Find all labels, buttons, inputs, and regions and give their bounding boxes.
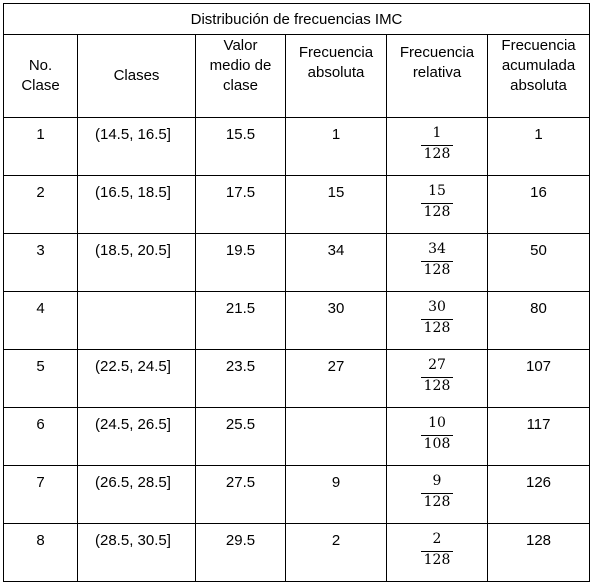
- cell-freq-relativa: [387, 350, 488, 408]
- fraction-numerator: 2: [432, 531, 442, 547]
- cell-clase: (24.5, 26.5]: [78, 408, 196, 466]
- cell-clase: (22.5, 24.5]: [78, 350, 196, 408]
- cell-no: 4: [4, 292, 78, 350]
- fraction: [421, 299, 454, 337]
- cell-freq-acumulada: 107: [488, 350, 590, 408]
- fraction-numerator: 10: [428, 415, 446, 431]
- cell-clase: (28.5, 30.5]: [78, 524, 196, 582]
- fraction-numerator: 30: [428, 299, 446, 315]
- header-valor-medio: [196, 35, 286, 118]
- cell-freq-relativa: [387, 524, 488, 582]
- cell-freq-relativa: [387, 176, 488, 234]
- table-row: [4, 176, 590, 234]
- cell-freq-acumulada: 126: [488, 466, 590, 524]
- fraction: [421, 473, 454, 511]
- fraction-denominator: 128: [421, 493, 454, 511]
- header-row: [4, 35, 590, 118]
- cell-freq-absoluta: 34: [286, 234, 387, 292]
- fraction: [421, 357, 454, 395]
- cell-clase: (14.5, 16.5]: [78, 118, 196, 176]
- cell-freq-relativa: [387, 292, 488, 350]
- header-line: relativa: [412, 64, 462, 81]
- fraction-denominator: 128: [421, 319, 454, 337]
- table-row: [4, 350, 590, 408]
- fraction: [421, 531, 454, 569]
- header-clases: [78, 35, 196, 118]
- table-row: [4, 292, 590, 350]
- cell-clase: (18.5, 20.5]: [78, 234, 196, 292]
- cell-freq-absoluta: 27: [286, 350, 387, 408]
- header-line: Frecuencia: [399, 44, 475, 61]
- fraction: [421, 125, 454, 163]
- header-freq-acumulada: [488, 35, 590, 118]
- cell-freq-absoluta: 1: [286, 118, 387, 176]
- cell-no: 6: [4, 408, 78, 466]
- header-line: medio de: [209, 57, 272, 74]
- table-row: [4, 234, 590, 292]
- fraction-denominator: 128: [421, 203, 454, 221]
- cell-no: 3: [4, 234, 78, 292]
- fraction-numerator: 27: [428, 357, 446, 373]
- table-row: [4, 118, 590, 176]
- cell-clase: (16.5, 18.5]: [78, 176, 196, 234]
- header-line: clase: [222, 77, 259, 94]
- fraction-numerator: 15: [428, 183, 446, 199]
- cell-freq-relativa: [387, 466, 488, 524]
- cell-freq-acumulada: 50: [488, 234, 590, 292]
- header-line: Clases: [113, 67, 160, 84]
- cell-clase: [78, 292, 196, 350]
- cell-valor-medio: 27.5: [196, 466, 286, 524]
- cell-freq-relativa: [387, 118, 488, 176]
- fraction-denominator: 128: [421, 377, 454, 395]
- cell-freq-absoluta: 30: [286, 292, 387, 350]
- cell-freq-absoluta: [286, 408, 387, 466]
- cell-no: 7: [4, 466, 78, 524]
- fraction-denominator: 128: [421, 551, 454, 569]
- frequency-distribution-table: [3, 3, 590, 582]
- cell-freq-acumulada: 117: [488, 408, 590, 466]
- header-no-clase: [4, 35, 78, 118]
- table-row: [4, 466, 590, 524]
- fraction: [421, 183, 454, 221]
- header-freq-relativa: [387, 35, 488, 118]
- fraction: [421, 241, 454, 279]
- cell-valor-medio: 21.5: [196, 292, 286, 350]
- header-line: Clase: [21, 77, 60, 94]
- cell-valor-medio: 19.5: [196, 234, 286, 292]
- cell-valor-medio: 17.5: [196, 176, 286, 234]
- fraction: [421, 415, 454, 453]
- cell-clase: (26.5, 28.5]: [78, 466, 196, 524]
- cell-valor-medio: 25.5: [196, 408, 286, 466]
- cell-freq-acumulada: 1: [488, 118, 590, 176]
- cell-freq-acumulada: 128: [488, 524, 590, 582]
- fraction-denominator: 128: [421, 145, 454, 163]
- cell-valor-medio: 29.5: [196, 524, 286, 582]
- fraction-denominator: 128: [421, 261, 454, 279]
- table-row: [4, 524, 590, 582]
- fraction-numerator: 9: [432, 473, 442, 489]
- cell-freq-absoluta: 9: [286, 466, 387, 524]
- cell-freq-absoluta: 2: [286, 524, 387, 582]
- cell-valor-medio: 23.5: [196, 350, 286, 408]
- cell-no: 2: [4, 176, 78, 234]
- cell-freq-relativa: [387, 234, 488, 292]
- cell-freq-acumulada: 80: [488, 292, 590, 350]
- table-title: Distribución de frecuencias IMC: [4, 4, 590, 35]
- cell-valor-medio: 15.5: [196, 118, 286, 176]
- header-line: absoluta: [510, 77, 567, 94]
- fraction-denominator: 108: [421, 435, 454, 453]
- cell-no: 5: [4, 350, 78, 408]
- header-line: absoluta: [307, 64, 365, 81]
- cell-freq-acumulada: 16: [488, 176, 590, 234]
- fraction-numerator: 34: [428, 241, 446, 257]
- cell-no: 1: [4, 118, 78, 176]
- header-line: acumulada: [501, 57, 576, 74]
- header-line: No.: [28, 57, 53, 74]
- cell-freq-absoluta: 15: [286, 176, 387, 234]
- header-line: Valor: [223, 37, 258, 54]
- cell-freq-relativa: [387, 408, 488, 466]
- table-row: [4, 408, 590, 466]
- cell-no: 8: [4, 524, 78, 582]
- header-freq-absoluta: [286, 35, 387, 118]
- header-line: Frecuencia: [298, 44, 374, 61]
- header-line: Frecuencia: [501, 37, 576, 54]
- title-row: [4, 4, 590, 35]
- fraction-numerator: 1: [432, 125, 442, 141]
